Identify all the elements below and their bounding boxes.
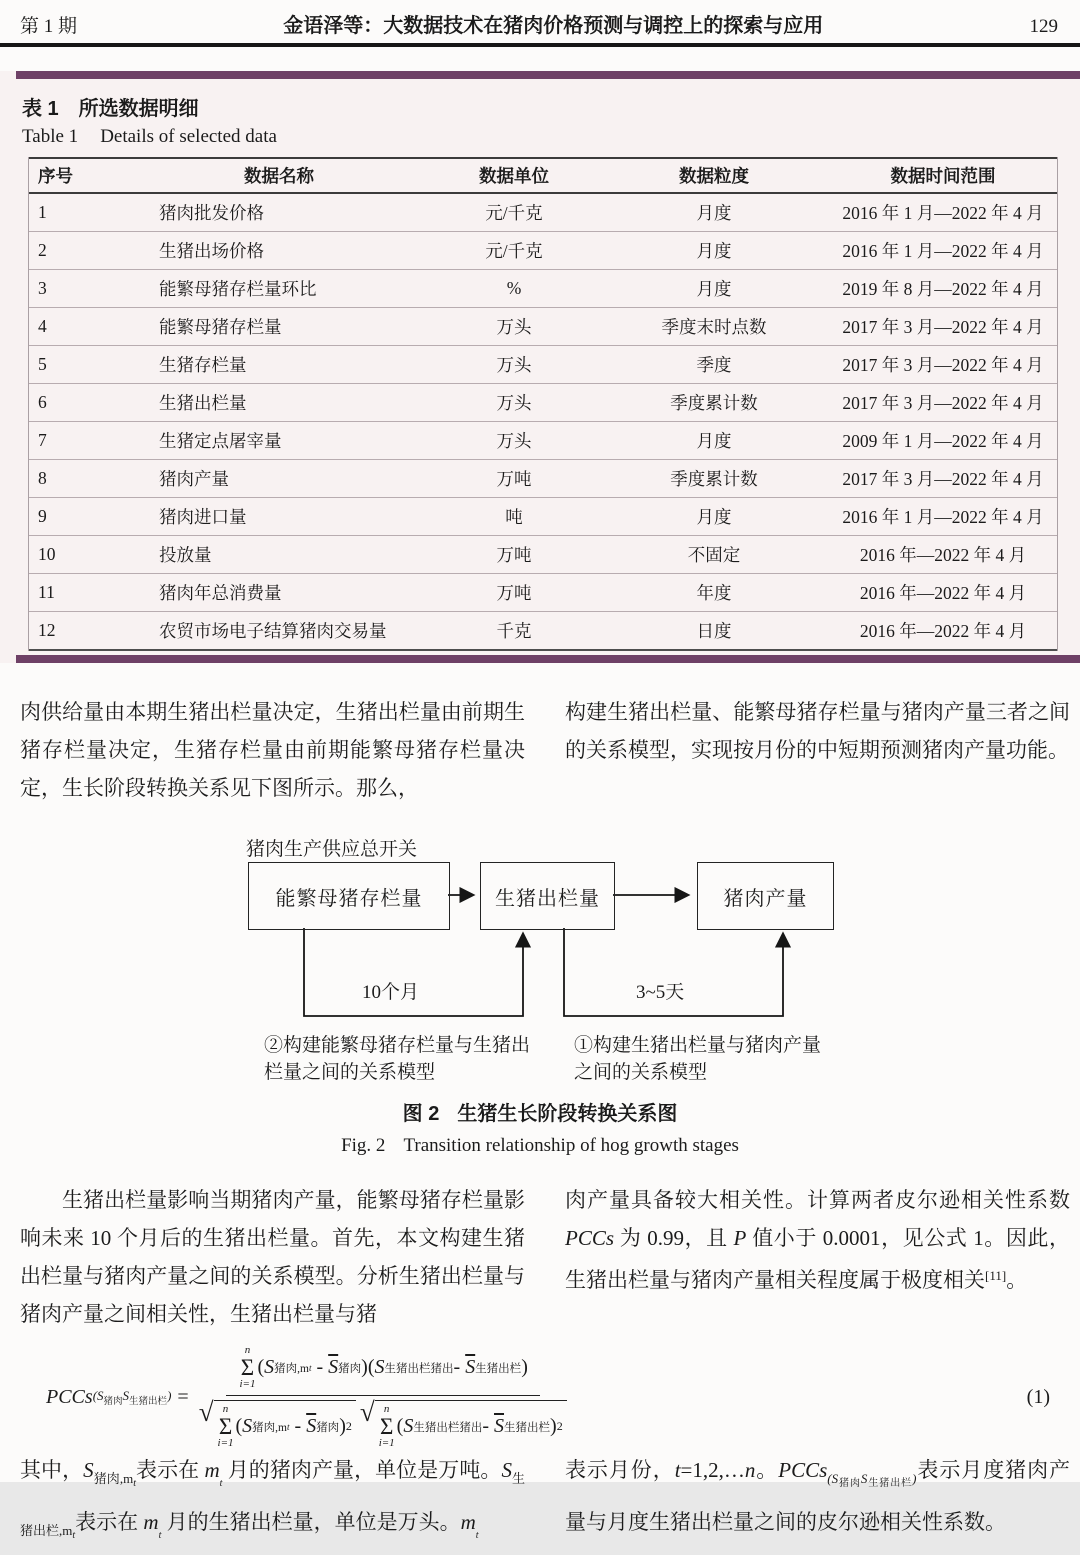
table-cell: 猪肉进口量: [159, 507, 247, 527]
table-cell: 月度: [696, 431, 732, 451]
column-header: 数据时间范围: [890, 166, 996, 186]
table-cell: 12: [38, 620, 56, 640]
equation-denominator: √ n Σ i=1 ( S 猪肉,m t - $\overline{S}$ 猪肉 ) 2 √ n Σ i=1 ( S 生猪出栏猪出 - $\overline{S}$ 生猪出栏 ) 2: [197, 1396, 569, 1449]
table-cell: 能繁母猪存栏量环比: [159, 279, 317, 299]
table-cell: 11: [38, 582, 55, 602]
table-cell: 万吨: [496, 469, 532, 489]
table-cell: 千克: [496, 621, 532, 641]
table-cell: 年度: [696, 583, 732, 603]
column-header: 数据单位: [479, 166, 549, 186]
table-cell: 2016 年—2022 年 4 月: [859, 545, 1027, 565]
table-cell: 能繁母猪存栏量: [159, 317, 282, 337]
table-row: [29, 612, 1057, 651]
table-cell: 不固定: [687, 545, 741, 565]
table-cell: 猪肉批发价格: [159, 203, 264, 223]
table-cell: 3: [38, 278, 47, 298]
table-header-row: [29, 157, 1057, 194]
paragraph-block-3: [0, 1451, 1080, 1555]
table-cell: 2017 年 3 月—2022 年 4 月: [842, 393, 1044, 413]
table-row: [29, 270, 1057, 308]
table-cell: 万头: [496, 393, 532, 413]
table-cell: 猪肉年总消费量: [159, 583, 282, 603]
page-header: [0, 0, 1080, 38]
table-cell: 2017 年 3 月—2022 年 4 月: [842, 355, 1044, 375]
equation-numerator: n Σ i=1 ( S 猪肉,m t - $\overline{S}$ 猪肉 ) ( S 生猪出栏猪出 - $\overline{S}$ 生猪出栏 ): [226, 1345, 540, 1396]
table-cell: 10: [38, 544, 56, 564]
table-cell: 2016 年—2022 年 4 月: [859, 583, 1027, 603]
table-cell: 月度: [696, 241, 732, 261]
table-row: [29, 574, 1057, 612]
table-row: [29, 346, 1057, 384]
table-cell: 6: [38, 392, 47, 412]
figure-caption-cn: 图 2 生猪生长阶段转换关系图: [402, 1103, 678, 1125]
table-cell: 月度: [696, 507, 732, 527]
figure-diagram: [0, 829, 1080, 1085]
paragraph-right: 表示月份，t=1,2,…n。PCCs$_{(S猪肉S生猪出栏)}$表示月度猪肉产量与月度生猪出栏量之间的皮尔逊相关性系数。: [565, 1458, 1071, 1534]
paragraph-block-2: [0, 1181, 1080, 1333]
page-number: 129: [1029, 16, 1058, 37]
table-cell: 生猪定点屠宰量: [159, 431, 282, 451]
table-row: [29, 194, 1057, 232]
column-header: 序号: [38, 166, 73, 186]
table-caption-cn: 表 1 所选数据明细: [22, 98, 199, 120]
paragraph-left: 肉供给量由本期生猪出栏量决定，生猪出栏量由前期生猪存栏量决定，生猪存栏量由前期能繁母猪存栏量决定，生长阶段转换关系见下图所示。那么，: [20, 700, 525, 800]
header-rule: [0, 43, 1080, 47]
table-cell: 季度: [696, 355, 732, 375]
paragraph-right: 肉产量具备较大相关性。计算两者皮尔逊相关性系数 PCCs 为 0.99，且 P 值小于 0.0001，见公式 1。因此，生猪出栏量与猪肉产量相关程度属于极度相关[11]。: [565, 1188, 1071, 1292]
equation-fraction: [197, 1345, 569, 1449]
table-cell: 2016 年 1 月—2022 年 4 月: [842, 507, 1044, 527]
running-title: 金语泽等：大数据技术在猪肉价格预测与调控上的探索与应用: [283, 15, 824, 37]
table-cell: 2017 年 3 月—2022 年 4 月: [842, 317, 1044, 337]
table-cell: 生猪出场价格: [159, 241, 264, 261]
diagram-loop2-label: 3~5天: [636, 982, 685, 1003]
table-cell: 万吨: [496, 545, 532, 565]
column-header: 数据粒度: [679, 166, 749, 186]
accent-bar-bottom: [16, 655, 1080, 663]
table-cell: 猪肉产量: [159, 469, 229, 489]
table-row: [29, 308, 1057, 346]
diagram-box-pork-output: 猪肉产量: [697, 862, 834, 930]
table-cell: 万头: [496, 355, 532, 375]
table-row: [29, 498, 1057, 536]
table-cell: 2016 年—2022 年 4 月: [859, 621, 1027, 641]
table-row: [29, 384, 1057, 422]
table-cell: 月度: [696, 279, 732, 299]
table-cell: 9: [38, 506, 47, 526]
table-cell: %: [506, 278, 522, 298]
diagram-box-hog-slaughter: 生猪出栏量: [480, 862, 615, 930]
table-cell: 2017 年 3 月—2022 年 4 月: [842, 469, 1044, 489]
table-cell: 投放量: [159, 545, 212, 565]
table-cell: 元/千克: [485, 241, 543, 261]
diagram-annotation-left: ②构建能繁母猪存栏量与生猪出栏量之间的关系模型: [264, 1035, 531, 1083]
table-cell: 吨: [505, 507, 523, 527]
figure-caption-en: Fig. 2 Transition relationship of hog growth stages: [341, 1135, 739, 1156]
table-cell: 4: [38, 316, 47, 336]
paragraph-left: 其中，$S_{猪肉,mt}$表示在 $m_t$ 月的猪肉产量，单位是万吨。$S_{生猪出栏,mt}$表示在 $m_t$ 月的生猪出栏量，单位是万头。$m_t$: [20, 1458, 526, 1541]
column-header: 数据名称: [244, 166, 314, 186]
diagram-box-sow-stock: 能繁母猪存栏量: [248, 862, 450, 930]
data-table: [28, 157, 1058, 651]
issue-label: 第 1 期: [20, 16, 78, 37]
table-cell: 元/千克: [485, 203, 543, 223]
table-body: [29, 194, 1057, 651]
table-cell: 季度末时点数: [661, 317, 767, 337]
table-cell: 2: [38, 240, 47, 260]
table-cell: 季度累计数: [670, 469, 758, 489]
diagram-loop1-label: 10个月: [362, 982, 420, 1003]
table-cell: 万头: [496, 431, 532, 451]
table-cell: 8: [38, 468, 47, 488]
table-caption-en-text: Details of selected data: [100, 126, 277, 147]
table-cell: 万吨: [496, 583, 532, 603]
table-cell: 季度累计数: [670, 393, 758, 413]
table-cell: 生猪出栏量: [159, 393, 247, 413]
table-caption-en: [0, 123, 1080, 157]
table-cell: 5: [38, 354, 47, 374]
table-cell: 生猪存栏量: [159, 355, 247, 375]
table-cell: 日度: [696, 621, 732, 641]
table-cell: 2016 年 1 月—2022 年 4 月: [842, 241, 1044, 261]
table-cell: 7: [38, 430, 47, 450]
table-cell: 万头: [496, 317, 532, 337]
table-cell: 2019 年 8 月—2022 年 4 月: [842, 279, 1044, 299]
paragraph-left: 生猪出栏量影响当期猪肉产量，能繁母猪存栏量影响未来 10 个月后的生猪出栏量。首先，本文构建生猪出栏量与猪肉产量之间的关系模型。分析生猪出栏量与猪肉产量之间相关性，生猪出栏量与猪: [20, 1188, 525, 1326]
table-cell: 1: [38, 202, 47, 222]
equation-number: (1): [1026, 1385, 1050, 1408]
table-row: [29, 232, 1057, 270]
citation-ref: [11]: [985, 1268, 1007, 1283]
table-row: [29, 422, 1057, 460]
table-cell: 2009 年 1 月—2022 年 4 月: [842, 431, 1044, 451]
table-cell: 农贸市场电子结算猪肉交易量: [159, 621, 387, 641]
table-cell: 月度: [696, 203, 732, 223]
accent-bar-top: [16, 71, 1080, 79]
paragraph-block-1: [0, 693, 1080, 807]
equation-1: PCCs $(S_{猪肉}S_{生猪出栏})$ = n Σ i=1 ( S 猪肉,m t - $\overline{S}$ 猪肉 ) ( S 生猪出栏猪出 - $\overline{S}$ 生猪出栏 ) √ n Σ i=1 ( S 猪肉,m t - $\overline{S}$ 猪肉 ) 2 √ n Σ i=1 ( S 生猪出栏猪出 - $\overline{S}$ 生猪出栏 ) 2 (1): [46, 1344, 1050, 1449]
table-row: [29, 460, 1057, 498]
paragraph-right: 构建生猪出栏量、能繁母猪存栏量与猪肉产量三者之间的关系模型，实现按月份的中短期预测猪肉产量功能。: [565, 700, 1070, 762]
table-cell: 2016 年 1 月—2022 年 4 月: [842, 203, 1044, 223]
diagram-switch-label: 猪肉生产供应总开关: [246, 839, 418, 860]
table-caption-en-label: Table 1: [22, 126, 79, 147]
equation-lhs: PCCs: [46, 1385, 93, 1408]
table-row: [29, 536, 1057, 574]
table-section: [0, 71, 1080, 663]
diagram-annotation-right: ①构建生猪出栏量与猪肉产量之间的关系模型: [574, 1035, 822, 1083]
